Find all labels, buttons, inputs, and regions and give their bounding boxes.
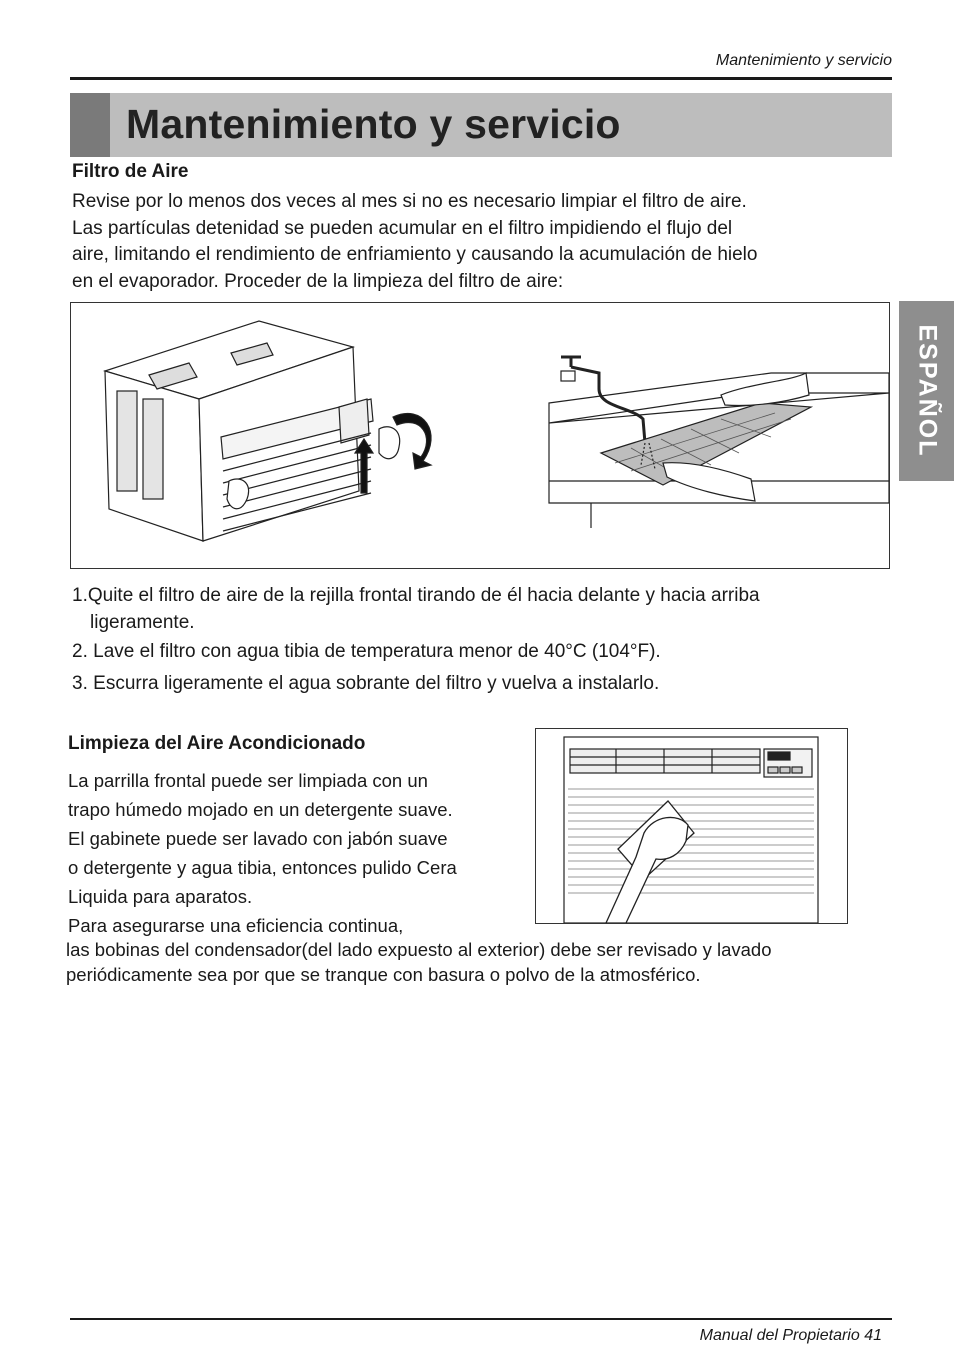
cleaning-illustration-drawing bbox=[536, 729, 847, 923]
cleaning-heading: Limpieza del Aire Acondicionado bbox=[68, 733, 366, 754]
language-tab-label: ESPAÑOL bbox=[913, 324, 941, 458]
filter-illustration bbox=[70, 302, 890, 569]
step-text: Lave el filtro con agua tibia de temperatura menor de 40°C (104°F). bbox=[93, 641, 661, 662]
cleaning-description bbox=[68, 766, 528, 940]
text-line: Revise por lo menos dos veces al mes si no es necesario limpiar el filtro de aire. bbox=[72, 191, 747, 212]
text-line: La parrilla frontal puede ser limpiada con un bbox=[68, 770, 428, 791]
text-line: Liquida para aparatos. bbox=[68, 886, 253, 907]
page-footer: Manual del Propietario 41 bbox=[699, 1327, 882, 1344]
page-title: Mantenimiento y servicio bbox=[126, 101, 621, 147]
step-3 bbox=[72, 670, 659, 697]
header-rule bbox=[70, 77, 892, 80]
step-text: Escurra ligeramente el agua sobrante del filtro y vuelva a instalarlo. bbox=[93, 673, 660, 694]
step-1 bbox=[72, 582, 760, 636]
text-line: las bobinas del condensador(del lado expuesto al exterior) debe ser revisado y lavado bbox=[66, 939, 772, 960]
filter-description bbox=[72, 189, 757, 295]
filter-illustration-drawing bbox=[71, 303, 889, 568]
text-line: periódicamente sea por que se tranque con basura o polvo de la atmosférico. bbox=[66, 964, 701, 985]
title-bar bbox=[70, 93, 892, 157]
title-accent-block bbox=[70, 93, 110, 157]
step-number: 2. bbox=[72, 641, 88, 662]
step-text: Quite el filtro de aire de la rejilla frontal tirando de él hacia delante y hacia arriba bbox=[87, 585, 760, 606]
step-text-continued: ligeramente. bbox=[90, 612, 195, 633]
text-line: o detergente y agua tibia, entonces pulido Cera bbox=[68, 857, 457, 878]
step-number: 3. bbox=[72, 673, 88, 694]
footer-rule bbox=[70, 1318, 892, 1320]
filter-heading: Filtro de Aire bbox=[72, 161, 189, 182]
text-line: El gabinete puede ser lavado con jabón suave bbox=[68, 828, 448, 849]
text-line: Para asegurarse una eficiencia continua, bbox=[68, 915, 404, 936]
text-line: aire, limitando el rendimiento de enfriamiento y causando la acumulación de hielo bbox=[72, 244, 758, 265]
step-2 bbox=[72, 638, 661, 665]
cleaning-illustration bbox=[535, 728, 848, 924]
right-hand bbox=[379, 427, 400, 459]
step-number: 1. bbox=[72, 585, 88, 606]
language-tab bbox=[899, 301, 954, 481]
text-line: trapo húmedo mojado en un detergente suave. bbox=[68, 799, 453, 820]
text-line: en el evaporador. Proceder de la limpieza del filtro de aire: bbox=[72, 270, 564, 292]
running-header: Mantenimiento y servicio bbox=[715, 52, 892, 69]
text-line: Las partículas detenidad se pueden acumular en el filtro impidiendo el flujo del bbox=[72, 217, 733, 239]
condenser-note bbox=[66, 937, 772, 987]
